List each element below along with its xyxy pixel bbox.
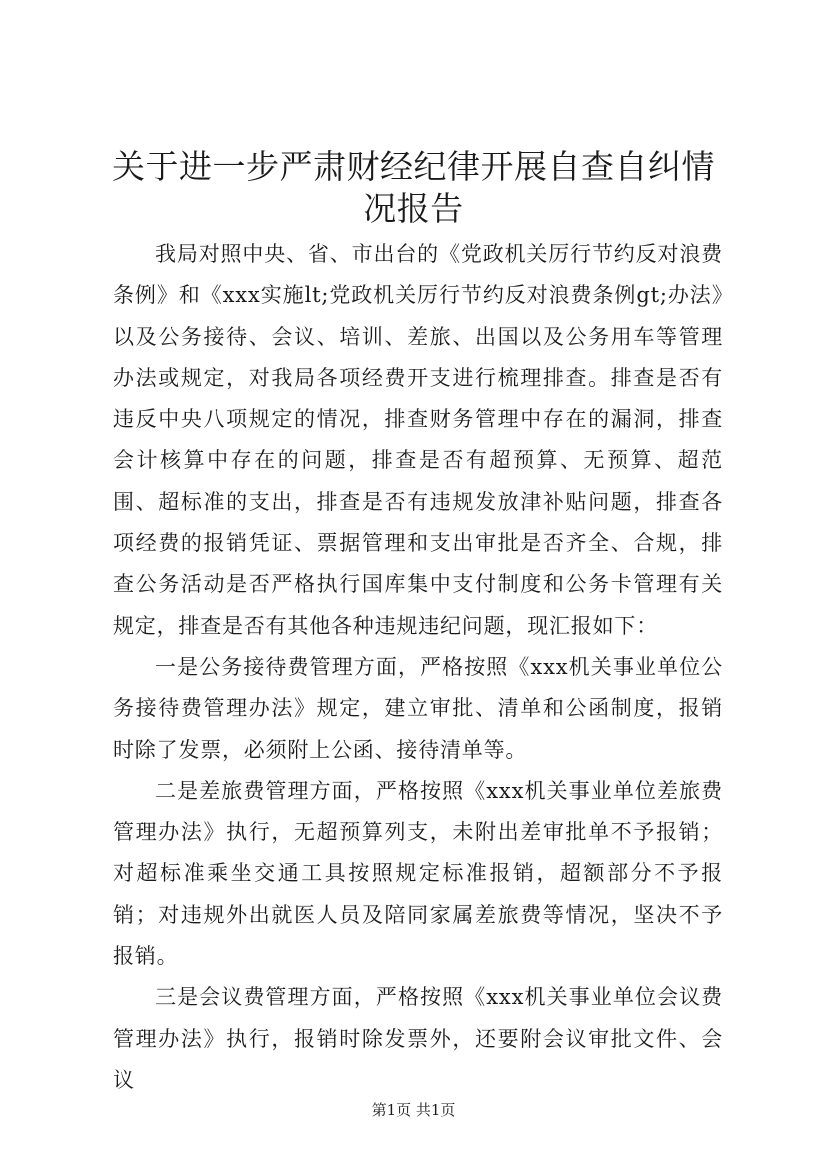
document-body bbox=[113, 234, 723, 1101]
paragraph-meeting-expenses: 三是会议费管理方面，严格按照《xxx机关事业单位会议费管理办法》执行，报销时除发票外，还要附会议审批文件、会议 bbox=[113, 985, 723, 1092]
paragraph-reception-expenses: 一是公务接待费管理方面，严格按照《xxx机关事业单位公务接待费管理办法》规定，建立审批、清单和公函制度，报销时除了发票，必须附上公函、接待清单等。 bbox=[113, 654, 723, 762]
page-footer: 第1页 共1页 bbox=[371, 1101, 456, 1119]
paragraph-intro: 我局对照中央、省、市出台的《党政机关厉行节约反对浪费条例》和《xxx实施lt;党政机关厉行节约反对浪费条例gt;办法》以及公务接待、会议、培训、差旅、出国以及公务用车等管理办法或规定，对我局各项经费开支进行梳理排查。排查是否有违反中央八项规定的情况，排查财务管理中存在的漏洞，排查会计核算中存在的问题，排查是否有超预算、无预算、超范围、超标准的支出，排查是否有违规发放津补贴问题，排查各项经费的报销凭证、票据管理和支出审批是否齐全、合规，排查公务活动是否严格执行国库集中支付制度和公务卡管理有关规定，排查是否有其他各种违规违纪问题，现汇报如下： bbox=[113, 242, 723, 638]
paragraph-travel-expenses: 二是差旅费管理方面，严格按照《xxx机关事业单位差旅费管理办法》执行，无超预算列支，未附出差审批单不予报销；对超标准乘坐交通工具按照规定标准报销，超额部分不予报销；对违规外出就医人员及陪同家属差旅费等情况，坚决不予报销。 bbox=[113, 778, 723, 969]
document-title: 关于进一步严肃财经纪律开展自查自纠情况报告 bbox=[112, 147, 715, 228]
